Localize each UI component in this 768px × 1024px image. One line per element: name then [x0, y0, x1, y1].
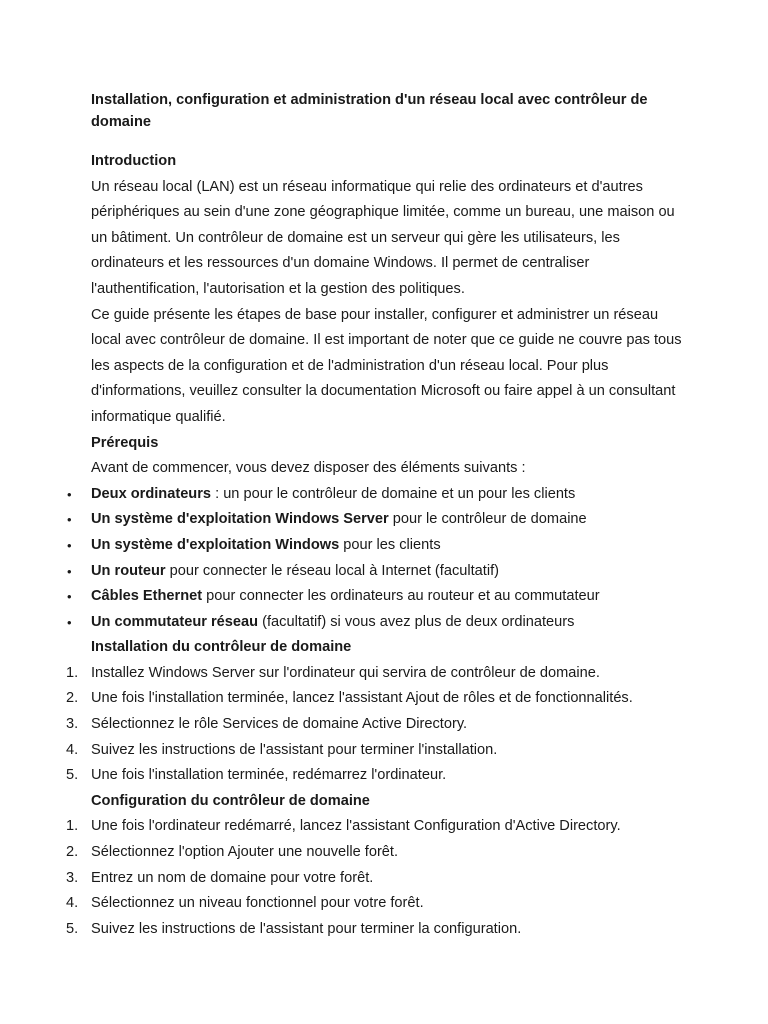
- step-text: Une fois l'installation terminée, redémarrez l'ordinateur.: [91, 767, 447, 784]
- step-text: Sélectionnez le rôle Services de domaine Active Directory.: [91, 716, 468, 733]
- list-item-text: pour les clients: [339, 536, 441, 553]
- section-heading-prerequis: Prérequis: [91, 434, 159, 451]
- step-number: 4.: [66, 895, 79, 912]
- section-heading-configuration: Configuration du contrôleur de domaine: [91, 792, 370, 809]
- step-text: Installez Windows Server sur l'ordinateur qui servira de contrôleur de domaine.: [91, 664, 600, 681]
- list-item-bold: Câbles Ethernet: [91, 588, 203, 605]
- list-item: [66, 917, 691, 943]
- step-number: 4.: [66, 741, 79, 758]
- step-number: 2.: [66, 690, 79, 707]
- step-text: Entrez un nom de domaine pour votre forêt.: [91, 869, 374, 886]
- list-item-bold: Un système d'exploitation Windows Server: [91, 511, 389, 528]
- step-text: Une fois l'installation terminée, lancez l'assistant Ajout de rôles et de fonctionnalités.: [91, 690, 633, 707]
- list-item: [91, 584, 691, 610]
- section-heading-introduction: Introduction: [91, 153, 177, 169]
- step-number: 1.: [66, 664, 79, 681]
- list-item-text: pour connecter les ordinateurs au routeur et au commutateur: [202, 588, 600, 605]
- prerequis-list: [91, 482, 691, 636]
- list-item: [66, 763, 691, 789]
- list-item: [66, 840, 691, 866]
- list-item: [66, 814, 691, 840]
- list-item: [66, 891, 691, 917]
- step-number: 5.: [66, 767, 79, 784]
- step-text: Sélectionnez un niveau fonctionnel pour votre forêt.: [91, 895, 424, 912]
- list-item: [91, 559, 691, 585]
- list-item: [91, 610, 691, 636]
- list-item: [66, 738, 691, 764]
- list-item: [66, 866, 691, 892]
- list-item: [91, 507, 691, 533]
- step-number: 1.: [66, 818, 79, 835]
- prerequis-intro: Avant de commencer, vous devez disposer des éléments suivants :: [91, 460, 526, 477]
- installation-steps: [66, 661, 691, 789]
- step-text: Sélectionnez l'option Ajouter une nouvelle forêt.: [91, 844, 399, 861]
- step-number: 5.: [66, 920, 79, 937]
- step-number: 2.: [66, 844, 79, 861]
- list-item-text: pour connecter le réseau local à Internet (facultatif): [165, 562, 499, 579]
- configuration-steps: [66, 814, 691, 942]
- step-text: Suivez les instructions de l'assistant pour terminer l'installation.: [91, 741, 498, 758]
- list-item: [66, 686, 691, 712]
- list-item-bold: Un routeur: [91, 562, 166, 579]
- introduction-paragraph-2: Ce guide présente les étapes de base pour installer, configurer et administrer un réseau local avec contrôleur de domaine. Il est important de noter que ce guide ne couvre pas tous les aspects de la configuration et de l'administration d'un réseau local. Pour plus d'informations, veuillez consulter la documentation Microsoft ou faire appel à un consultant informatique qualifié.: [91, 306, 682, 425]
- list-item-bold: Un système d'exploitation Windows: [91, 536, 340, 553]
- list-item: [66, 712, 691, 738]
- list-item-text: (facultatif) si vous avez plus de deux ordinateurs: [258, 613, 575, 630]
- list-item: [91, 533, 691, 559]
- step-number: 3.: [66, 716, 79, 733]
- introduction-paragraph-1: Un réseau local (LAN) est un réseau informatique qui relie des ordinateurs et d'autres périphériques au sein d'une zone géographique limitée, comme un bureau, une maison ou un bâtiment. Un contrôleur de domaine est un serveur qui gère les utilisateurs, les ordinateurs et les ressources d'un domaine Windows. Il permet de centraliser l'authentification, l'autorisation et la gestion des politiques.: [91, 178, 675, 297]
- list-item: [66, 661, 691, 687]
- step-text: Suivez les instructions de l'assistant pour terminer la configuration.: [91, 920, 522, 937]
- step-number: 3.: [66, 869, 79, 886]
- section-heading-installation: Installation du contrôleur de domaine: [91, 639, 352, 656]
- document-title: Installation, configuration et administration d'un réseau local avec contrôleur de domaine: [91, 92, 648, 130]
- step-text: Une fois l'ordinateur redémarré, lancez l'assistant Configuration d'Active Directory.: [91, 818, 621, 835]
- list-item: [91, 482, 691, 508]
- list-item-text: : un pour le contrôleur de domaine et un pour les clients: [211, 485, 576, 502]
- list-item-bold: Deux ordinateurs: [91, 485, 212, 502]
- list-item-text: pour le contrôleur de domaine: [388, 511, 587, 528]
- document-content: [66, 89, 691, 942]
- list-item-bold: Un commutateur réseau: [91, 613, 259, 630]
